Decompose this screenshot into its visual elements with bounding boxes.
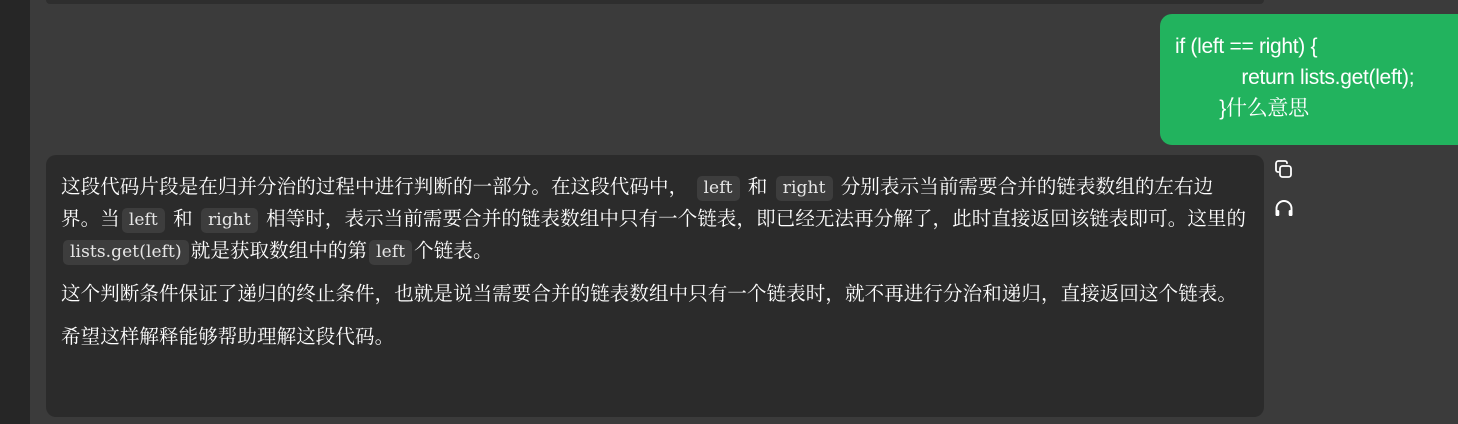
sidebar-edge: [0, 0, 30, 424]
text-segment: 这段代码片段是在归并分治的过程中进行判断的一部分。在这段代码中，: [61, 175, 689, 198]
text-segment: 和: [747, 175, 768, 198]
user-message-text: if (left == right) { return lists.get(left); }什么意思: [1175, 35, 1415, 120]
text-segment: 就是获取数组中的第: [190, 239, 368, 262]
previous-message-bubble: [46, 0, 1264, 4]
inline-code: right: [776, 176, 833, 201]
text-segment: 和: [173, 207, 193, 230]
assistant-message-bubble: [46, 155, 1264, 417]
headphones-icon: [1272, 196, 1296, 220]
assistant-paragraph-3: 希望这样解释能够帮助理解这段代码。: [61, 325, 395, 348]
assistant-paragraph-1: [61, 171, 1252, 267]
inline-code: left: [697, 176, 740, 201]
inline-code: left: [369, 240, 412, 265]
inline-code: left: [122, 208, 165, 233]
assistant-paragraph-2: 这个判断条件保证了递归的终止条件，也就是说当需要合并的链表数组中只有一个链表时，就不再进行分治和递归，直接返回这个链表。: [61, 282, 1238, 305]
copy-button[interactable]: [1272, 158, 1296, 182]
text-segment: 分别表示当前需要合并的链表数组的左右边界。当: [61, 175, 1214, 230]
inline-code: right: [201, 208, 258, 233]
message-actions: [1272, 158, 1298, 234]
copy-icon: [1272, 158, 1296, 182]
inline-code: lists.get(left): [63, 240, 189, 265]
listen-button[interactable]: [1272, 196, 1296, 220]
user-message-bubble: [1160, 14, 1458, 145]
text-segment: 个链表。: [414, 239, 493, 262]
text-segment: 相等时，表示当前需要合并的链表数组中只有一个链表，即已经无法再分解了，此时直接返回该链表即可。这里的: [266, 207, 1247, 230]
